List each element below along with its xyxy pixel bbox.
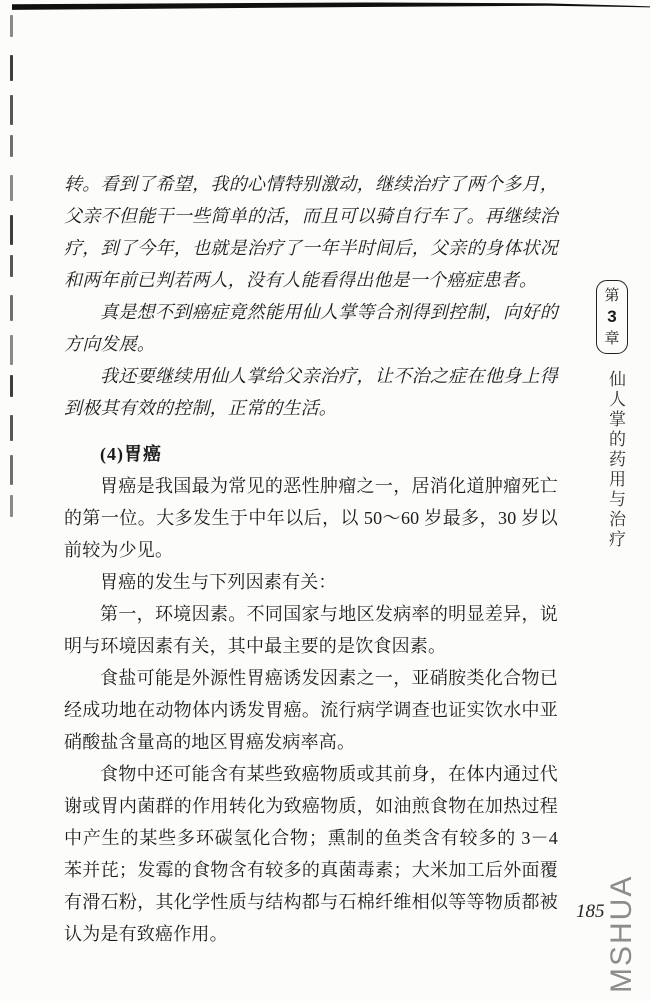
- chapter-sidebar: [594, 280, 642, 550]
- badge-number: 3: [607, 307, 617, 327]
- chapter-title: 仙人掌的药用与治疗: [606, 370, 625, 551]
- binding-marks: [0, 0, 20, 1001]
- binding-tick: [10, 335, 13, 365]
- paragraph: 第一，环境因素。不同国家与地区发病率的明显差异，说明与环境因素有关，其中最主要的是饮食因素。: [64, 604, 558, 656]
- paragraph: 真是想不到癌症竟然能用仙人掌等合剂得到控制，向好的方向发展。: [64, 302, 558, 354]
- binding-tick: [10, 455, 13, 485]
- section-heading: (4)胃癌: [100, 444, 162, 464]
- paragraph: 我还要继续用仙人掌给父亲治疗，让不治之症在他身上得到极其有效的控制，正常的生活。: [64, 366, 558, 418]
- badge-char-bottom: 章: [604, 331, 620, 348]
- binding-tick: [10, 175, 13, 201]
- binding-tick: [10, 415, 13, 441]
- badge-char-top: 第: [604, 288, 620, 304]
- binding-tick: [10, 135, 13, 157]
- binding-tick: [10, 255, 13, 277]
- binding-tick: [10, 375, 13, 397]
- binding-tick: [10, 55, 13, 81]
- watermark: MSHUA: [605, 874, 638, 993]
- binding-tick: [10, 95, 13, 125]
- page-number: 185: [576, 901, 605, 922]
- binding-tick: [10, 215, 13, 245]
- paragraph: 转。看到了希望，我的心情特别激动，继续治疗了两个多月，父亲不但能干一些简单的活，而且可以骑自行车了。再继续治疗，到了今年，也就是治疗了一年半时间后，父亲的身体状况和两年前已判若两人，没有人能看得出他是一个癌症患者。: [64, 174, 558, 290]
- paragraph: 胃癌的发生与下列因素有关：: [100, 572, 337, 592]
- chapter-badge: [596, 280, 628, 354]
- binding-tick: [10, 295, 13, 321]
- paragraph: 胃癌是我国最为常见的恶性肿瘤之一，居消化道肿瘤死亡的第一位。大多发生于中年以后，以 50～60 岁最多，30 岁以前较为少见。: [64, 476, 558, 560]
- paragraph: 食物中还可能含有某些致癌物质或其前身，在体内通过代谢或胃内菌群的作用转化为致癌物质，如油煎食物在加热过程中产生的某些多环碳氢化合物；熏制的鱼类含有较多的 3－4 苯并芘；发霉的食物含有较多的真菌毒素；大米加工后外面覆有滑石粉，其化学性质与结构都与石棉纤维相似等等物质都被认为是有致癌作用。: [64, 764, 558, 944]
- scan-edge-artifact: [12, 2, 650, 11]
- binding-tick: [10, 495, 13, 517]
- paragraph: 食盐可能是外源性胃癌诱发因素之一，亚硝胺类化合物已经成功地在动物体内诱发胃癌。流行病学调查也证实饮水中亚硝酸盐含量高的地区胃癌发病率高。: [64, 668, 558, 752]
- text-column: [64, 168, 558, 950]
- binding-tick: [10, 15, 13, 37]
